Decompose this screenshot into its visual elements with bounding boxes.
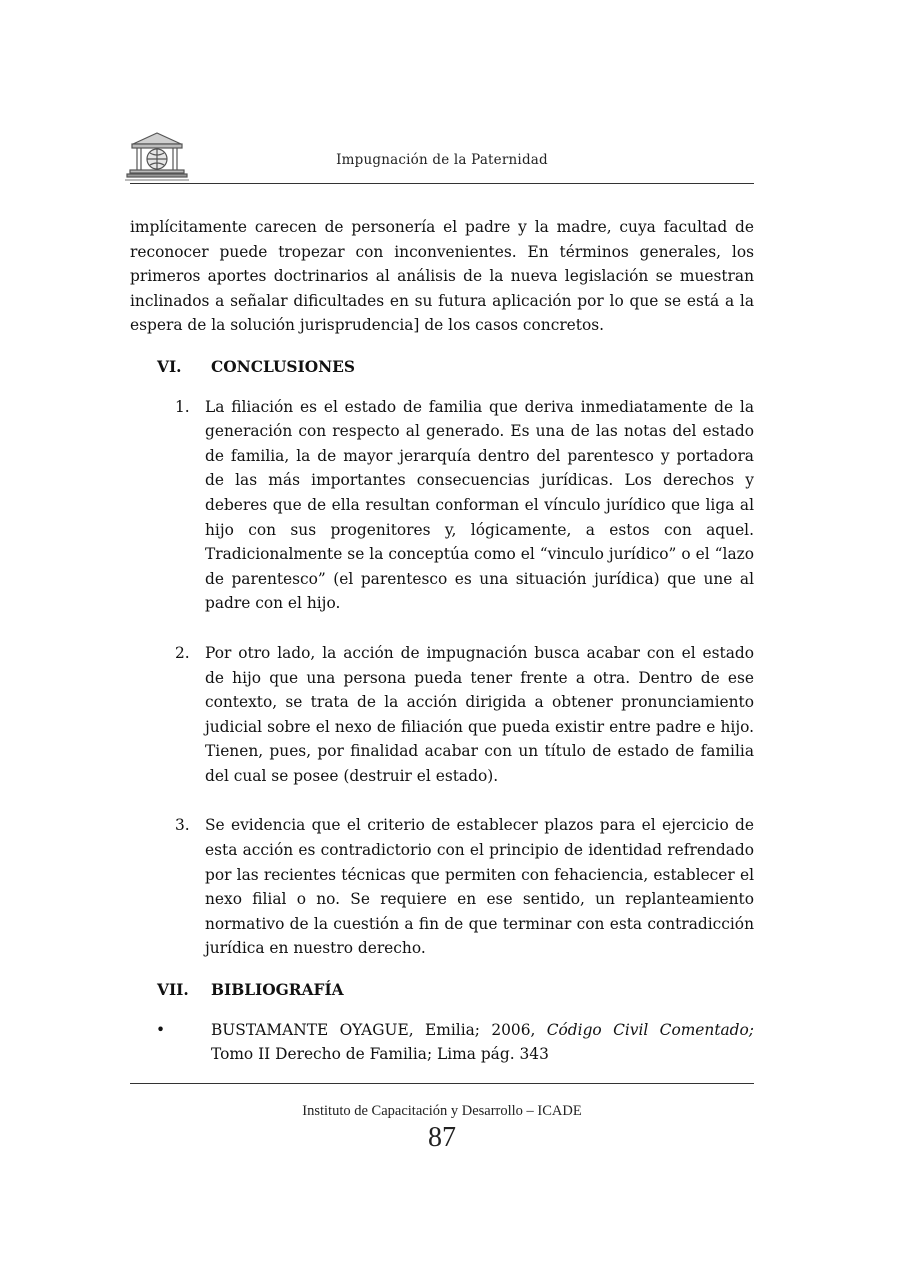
bullet-icon: • xyxy=(156,1020,166,1039)
list-item-number: 2. xyxy=(175,643,190,662)
list-item xyxy=(130,395,754,616)
section-number: VII. xyxy=(157,981,189,1000)
page-body xyxy=(130,215,754,1067)
list-item-text: La filiación es el estado de familia que deriva inmediatamente de la generación con respecto al generado. Es una de las notas del estado de familia, la de mayor jerarquía dentro del parentesco y portadora de las más importantes consecuencias jurídicas. Los derechos y deberes que de ella resultan conforman el vínculo jurídico que liga al hijo con sus progenitores y, lógicamente, a estos con aquel. Tradicionalmente se la conceptúa como el “vinculo jurídico” o el “lazo de parentesco” (el parentesco es una situación jurídica) que une al padre con el hijo. xyxy=(205,397,754,613)
section-title: CONCLUSIONES xyxy=(211,357,356,376)
list-item-number: 3. xyxy=(175,816,190,835)
running-header-title: Impugnación de la Paternidad xyxy=(336,152,548,168)
bibliography-author: BUSTAMANTE OYAGUE, Emilia; 2006, xyxy=(211,1020,547,1039)
intro-paragraph: implícitamente carecen de personería el padre y la madre, cuya facultad de reconocer puede tropezar con inconvenientes. En términos generales, los primeros aportes doctrinarios al análisis de la nueva legislación se muestran inclinados a señalar dificultades en su futura aplicación por lo que se está a la espera de la solución jurisprudencia] de los casos concretos. xyxy=(130,218,754,335)
footer-rule xyxy=(130,1083,754,1084)
list-item-text: Se evidencia que el criterio de establecer plazos para el ejercicio de esta acción es contradictorio con el principio de identidad refrendado por las recientes técnicas que permiten con fehaciencia, establecer el nexo filial o no. Se requiere en ese sentido, un replanteamiento normativo de la cuestión a fin de que terminar con esta contradicción jurídica en nuestro derecho. xyxy=(205,816,754,958)
section-number: VI. xyxy=(157,357,182,376)
bibliography-text xyxy=(211,1018,754,1067)
header-rule xyxy=(130,183,754,184)
bibliography-work-title: Código Civil Comentado; xyxy=(546,1020,754,1039)
list-item xyxy=(130,813,754,961)
list-item xyxy=(130,641,754,789)
bibliography-entry xyxy=(130,1018,754,1067)
section-heading-conclusiones xyxy=(130,355,754,380)
footer-institution: Instituto de Capacitación y Desarrollo – ICADE xyxy=(302,1103,582,1119)
list-item-number: 1. xyxy=(175,397,190,416)
section-heading-bibliografia xyxy=(130,978,754,1003)
page-number: 87 xyxy=(428,1122,456,1153)
section-title: BIBLIOGRAFÍA xyxy=(211,981,344,1000)
list-item-text: Por otro lado, la acción de impugnación busca acabar con el estado de hijo que una persona pueda tener frente a otra. Dentro de ese contexto, se trata de la acción dirigida a obtener pronunciamiento judicial sobre el nexo de filiación que pueda existir entre padre e hijo. Tienen, pues, por finalidad acabar con un título de estado de familia del cual se posee (destruir el estado). xyxy=(205,643,754,785)
conclusions-list xyxy=(130,395,754,961)
bibliography-details: Tomo II Derecho de Familia; Lima pág. 343 xyxy=(211,1045,549,1064)
